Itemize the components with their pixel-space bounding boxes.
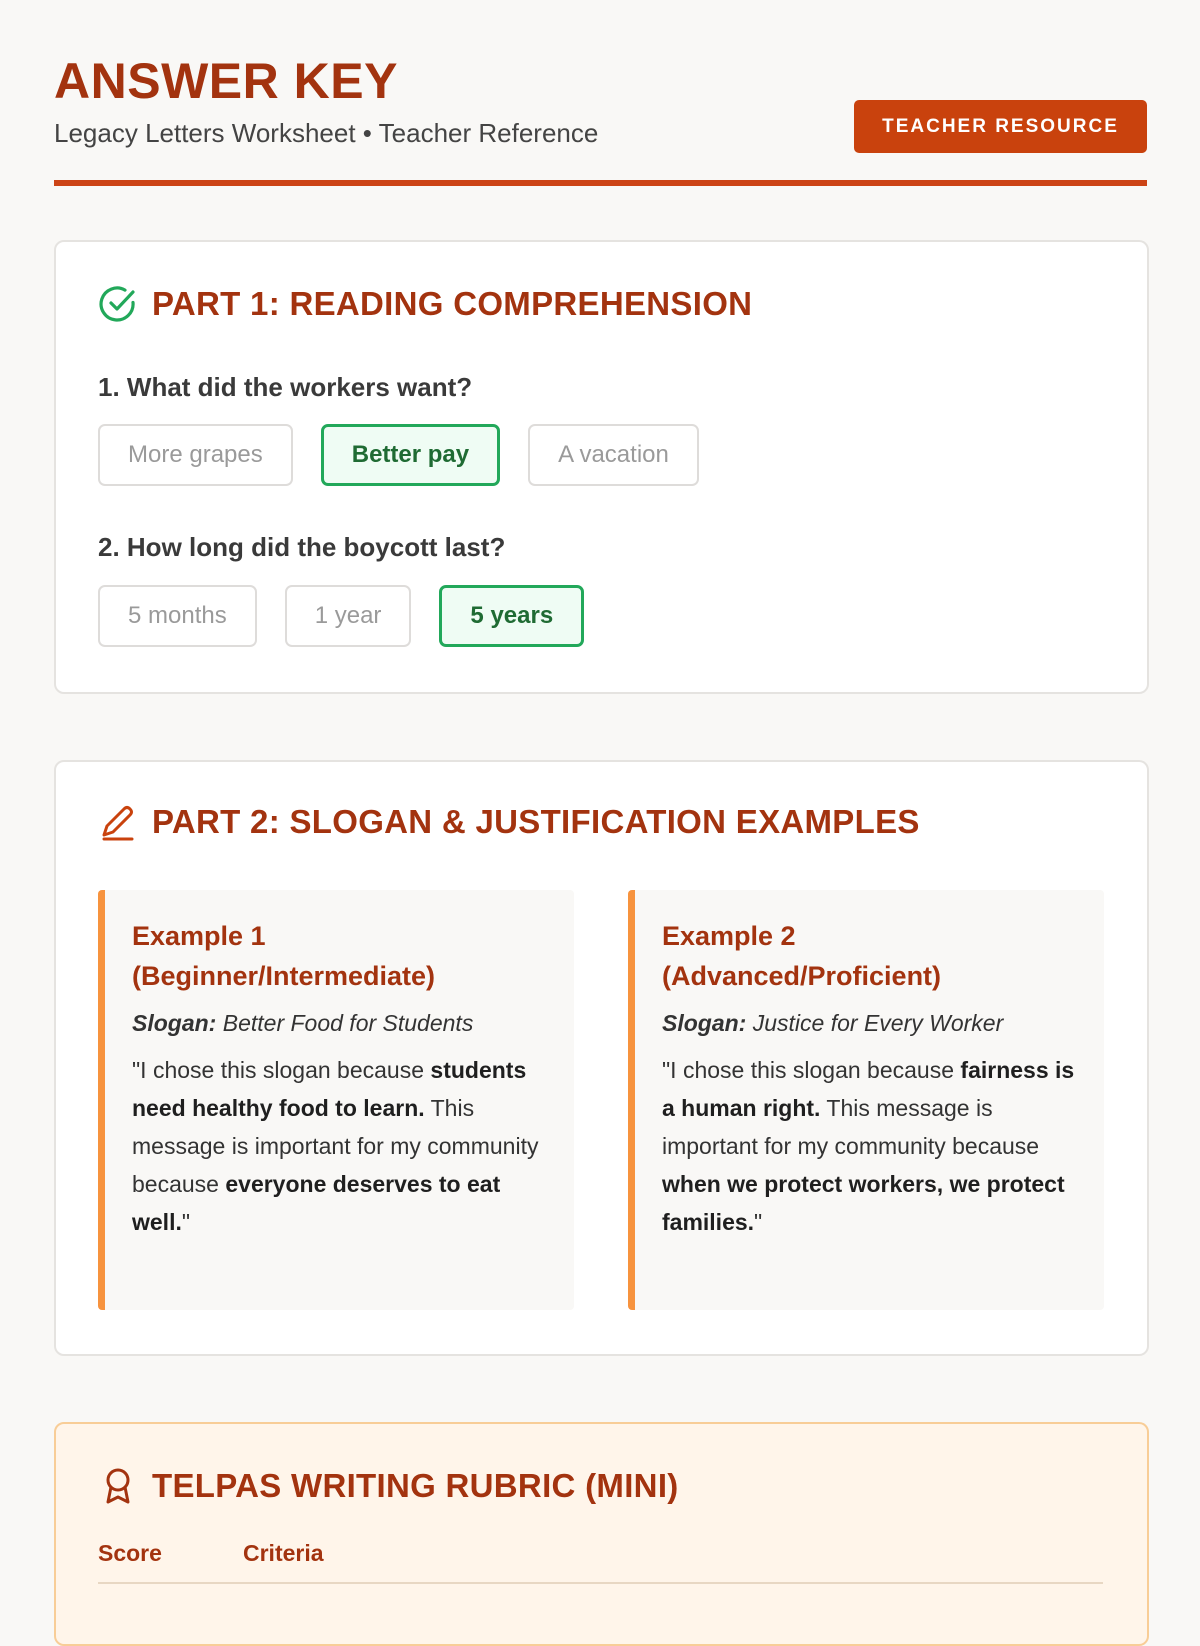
example-slogan xyxy=(662,1010,1078,1037)
part1-card xyxy=(54,240,1149,694)
justification-text: "I chose this slogan because xyxy=(662,1057,961,1083)
rubric-column-criteria: Criteria xyxy=(243,1540,324,1566)
part2-header xyxy=(98,802,920,842)
part2-title: PART 2: SLOGAN & JUSTIFICATION EXAMPLES xyxy=(152,803,920,840)
rubric-card xyxy=(54,1422,1149,1646)
answer-option: More grapes xyxy=(98,424,293,486)
justification-text: " xyxy=(754,1209,763,1235)
justification-emphasis: students need healthy food to learn. xyxy=(132,1057,527,1121)
slogan-text: Justice for Every Worker xyxy=(752,1010,1004,1036)
justification-text: This message is important for my community because xyxy=(662,1095,1040,1159)
example-justification xyxy=(662,1051,1078,1241)
part1-title: PART 1: READING COMPREHENSION xyxy=(152,285,753,322)
page-subtitle: Legacy Letters Worksheet • Teacher Reference xyxy=(54,118,599,148)
slogan-label: Slogan: xyxy=(662,1010,747,1036)
answer-option: A vacation xyxy=(528,424,699,486)
pencil-icon xyxy=(98,802,138,842)
justification-text: "I chose this slogan because xyxy=(132,1057,431,1083)
rubric-header xyxy=(98,1466,679,1506)
answer-option: 5 months xyxy=(98,585,257,647)
part2-card xyxy=(54,760,1149,1356)
question-2-options xyxy=(98,585,584,647)
award-ribbon-icon xyxy=(98,1466,138,1506)
justification-text: This message is important for my community because xyxy=(132,1095,539,1197)
page-header xyxy=(54,48,1147,188)
justification-emphasis: everyone deserves to eat well. xyxy=(132,1171,501,1235)
justification-emphasis: fairness is a human right. xyxy=(662,1057,1075,1121)
part1-header xyxy=(98,284,752,324)
example-title: Example 2 (Advanced/Proficient) xyxy=(662,921,942,991)
header-divider xyxy=(54,180,1147,186)
page-title: ANSWER KEY xyxy=(54,53,398,109)
check-circle-icon xyxy=(98,284,138,324)
answer-option: 1 year xyxy=(285,585,412,647)
justification-text: " xyxy=(181,1209,191,1235)
rubric-table-header xyxy=(98,1528,1103,1584)
question-1: 1. What did the workers want? xyxy=(98,372,473,402)
example-justification xyxy=(132,1051,548,1241)
question-2: 2. How long did the boycott last? xyxy=(98,532,506,562)
example-slogan xyxy=(132,1010,548,1037)
rubric-title: TELPAS WRITING RUBRIC (MINI) xyxy=(152,1467,679,1504)
correct-answer-option: Better pay xyxy=(321,424,500,486)
slogan-label: Slogan: xyxy=(132,1010,217,1036)
rubric-column-score: Score xyxy=(98,1540,162,1566)
slogan-text: Better Food for Students xyxy=(222,1010,474,1036)
example-card-2 xyxy=(628,890,1104,1310)
teacher-resource-badge: TEACHER RESOURCE xyxy=(854,100,1147,153)
question-1-options xyxy=(98,424,699,486)
justification-emphasis: when we protect workers, we protect families. xyxy=(662,1171,1065,1235)
example-title: Example 1 (Beginner/Intermediate) xyxy=(132,921,436,991)
correct-answer-option: 5 years xyxy=(439,585,584,647)
example-card-1 xyxy=(98,890,574,1310)
